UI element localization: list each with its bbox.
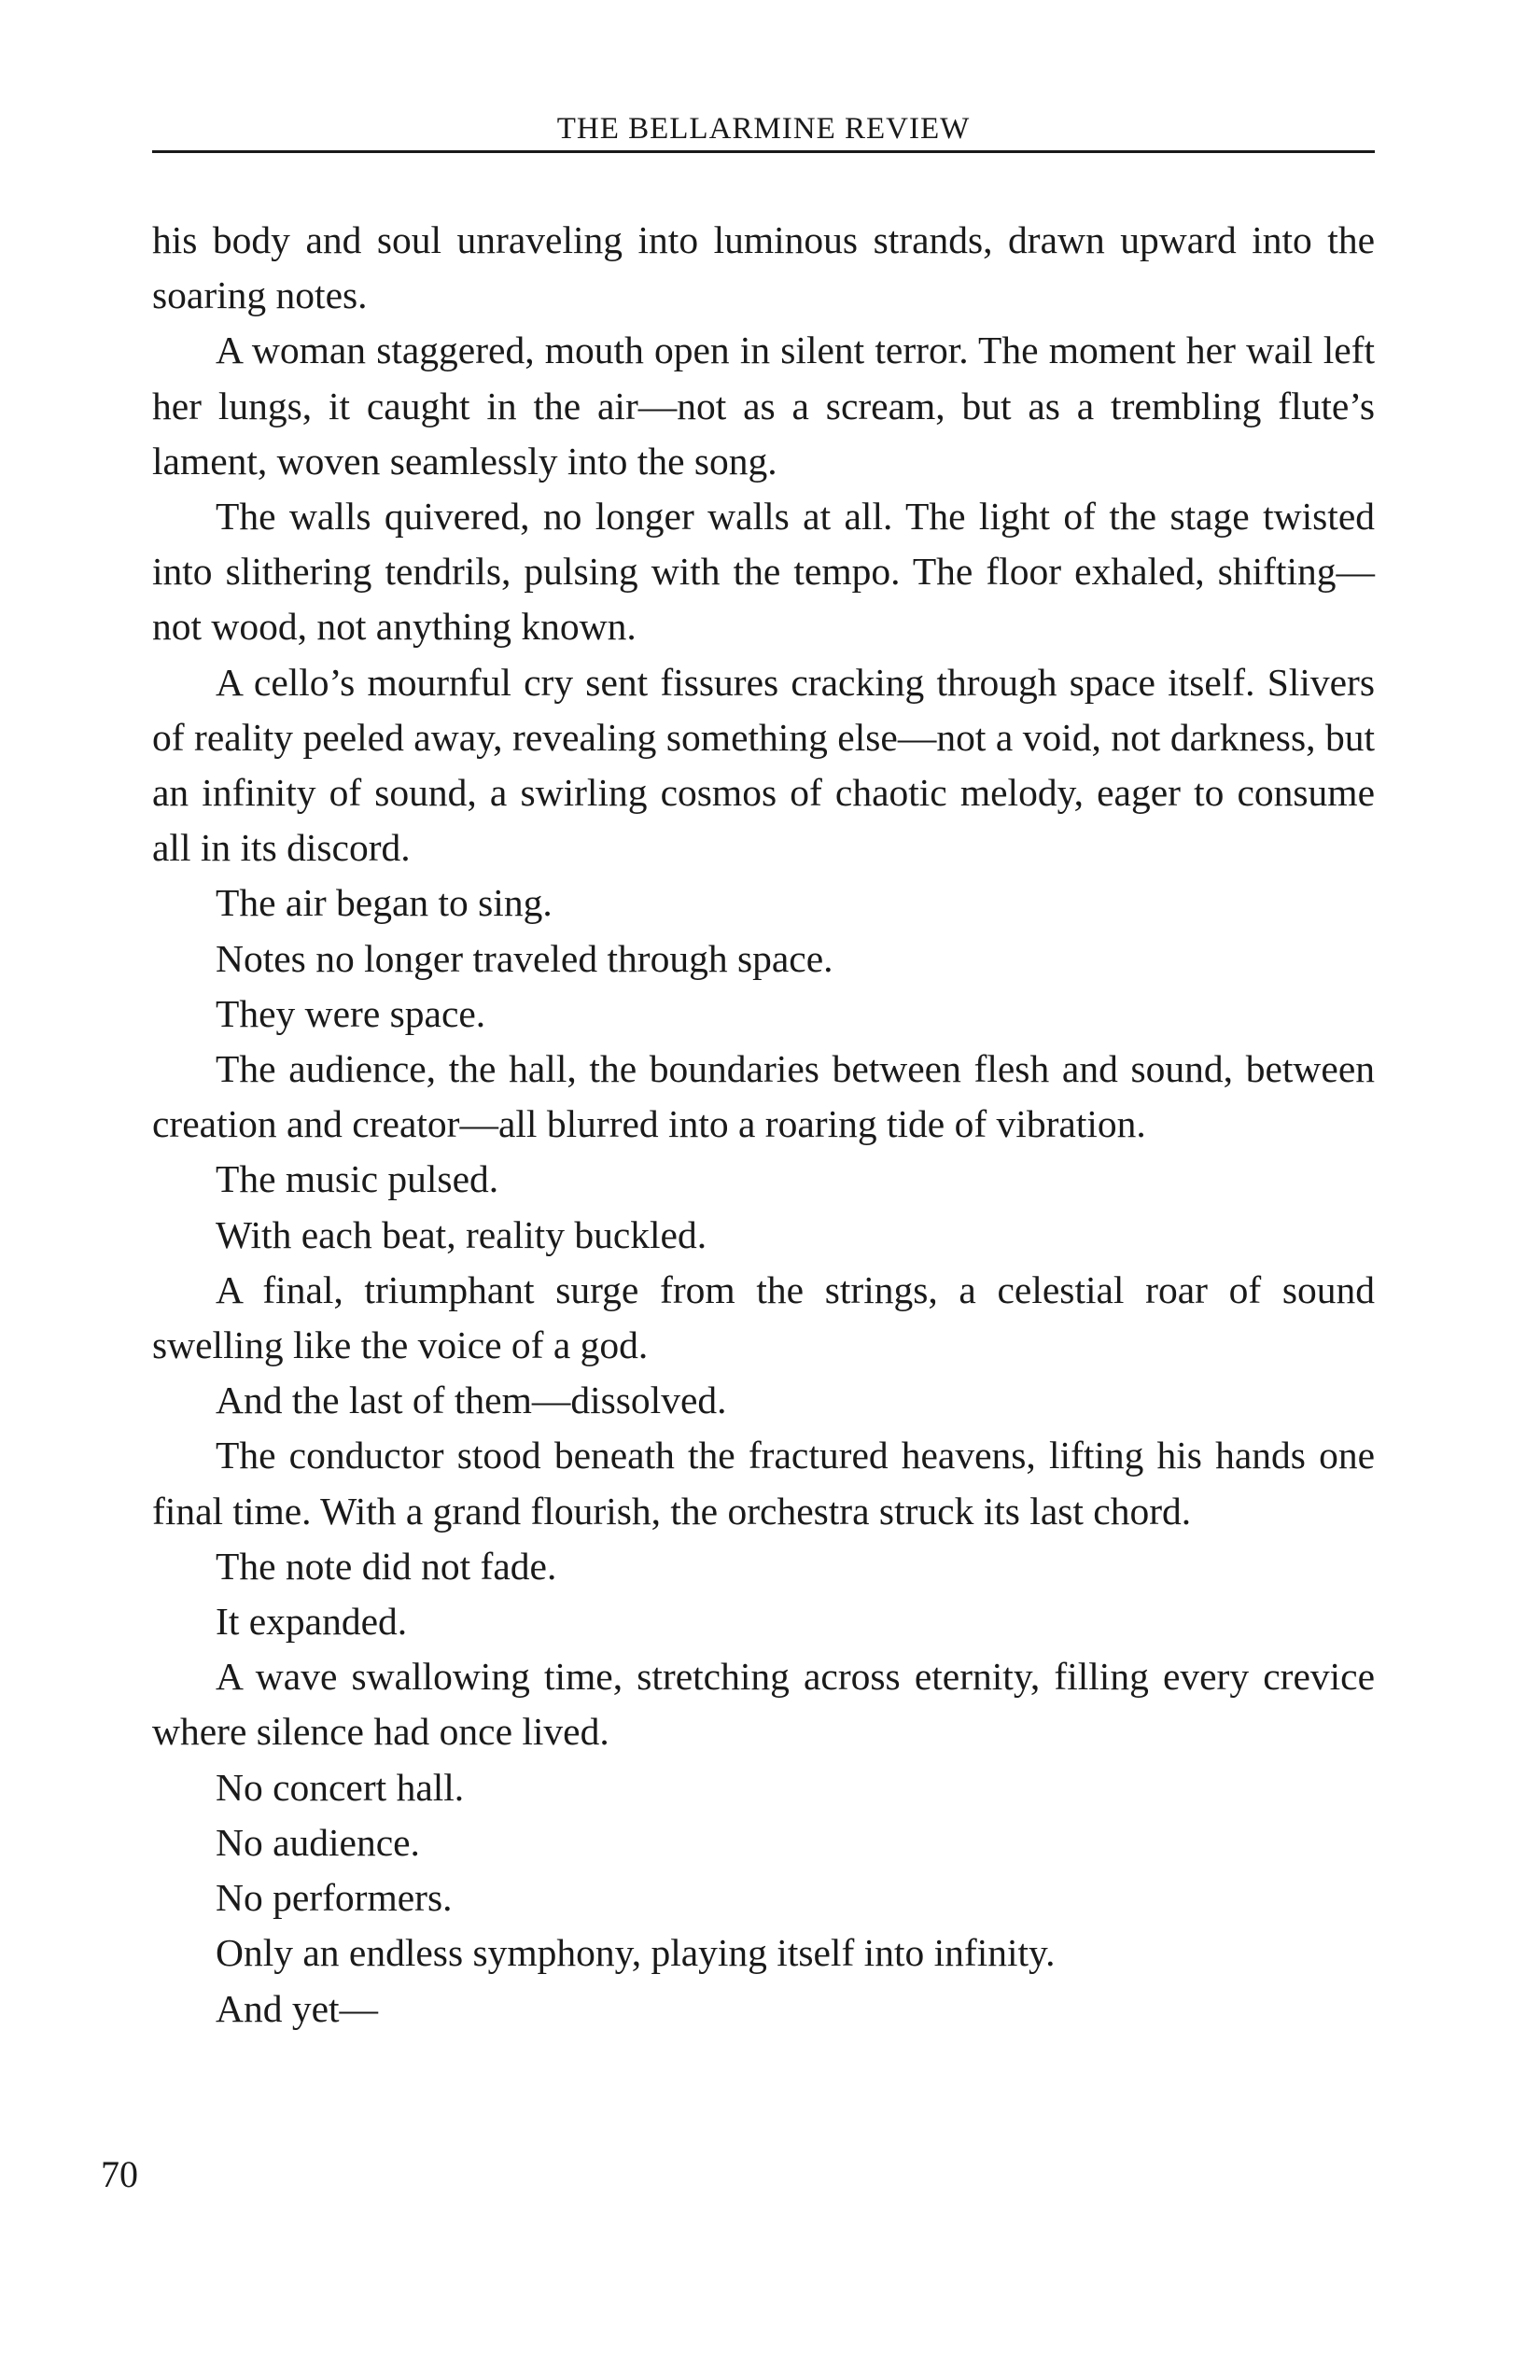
paragraph: The air began to sing. — [216, 881, 553, 925]
paragraph: And the last of them—dissolved. — [216, 1379, 727, 1422]
paragraph: his body and soul unraveling into luminous strands, drawn upward into the soaring notes. — [152, 218, 1375, 317]
paragraph: The audience, the hall, the boundaries between flesh and sound, between creation and creator—all blurred into a roaring tide of vibration. — [152, 1047, 1375, 1146]
paragraph: A cello’s mournful cry sent fissures cracking through space itself. Slivers of reality peeled away, revealing something else—not a void, not darkness, but an infinity of sound, a swirling cosmos of chaotic melody, eager to consume all in its discord. — [152, 660, 1375, 870]
paragraph: And yet— — [216, 1986, 379, 2030]
paragraph: The music pulsed. — [216, 1157, 499, 1201]
paragraph: No concert hall. — [216, 1765, 465, 1809]
running-header: THE BELLARMINE REVIEW — [556, 112, 971, 146]
paragraph: A wave swallowing time, stretching across eternity, filling every crevice where silence had once lived. — [152, 1655, 1375, 1754]
paragraph: The conductor stood beneath the fractured heavens, lifting his hands one final time. With a grand flourish, the orchestra struck its last chord. — [152, 1434, 1375, 1533]
paragraph: With each beat, reality buckled. — [216, 1212, 707, 1256]
paragraph: They were space. — [216, 991, 486, 1035]
header-rule — [152, 150, 1375, 153]
paragraph: A woman staggered, mouth open in silent terror. The moment her wail left her lungs, it caught in the air—not as a scream, but as a trembling flute’s lament, woven seamlessly into the song. — [152, 329, 1375, 483]
paragraph: A final, triumphant surge from the strings, a celestial roar of sound swelling like the voice of a god. — [152, 1267, 1375, 1367]
paragraph: The walls quivered, no longer walls at all. The light of the stage twisted into slithering tendrils, pulsing with the tempo. The floor exhaled, shifting—not wood, not anything known. — [152, 495, 1375, 649]
page-number: 70 — [101, 2153, 138, 2195]
body-text — [152, 213, 1375, 2037]
paragraph: It expanded. — [216, 1600, 408, 1644]
paragraph: No performers. — [216, 1876, 453, 1920]
paragraph: Only an endless symphony, playing itself into infinity. — [216, 1931, 1056, 1975]
paragraph: Notes no longer traveled through space. — [216, 936, 833, 980]
paragraph: The note did not fade. — [216, 1544, 557, 1588]
paragraph: No audience. — [216, 1820, 420, 1864]
